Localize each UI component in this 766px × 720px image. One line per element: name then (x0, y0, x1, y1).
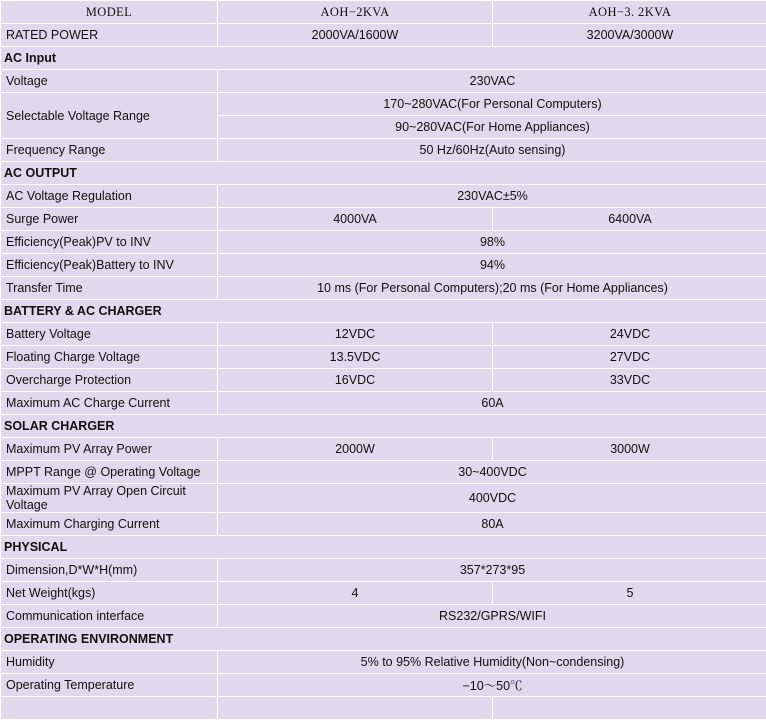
humidity-label: Humidity (1, 651, 218, 674)
table-row (1, 185, 766, 208)
ac-voltage-regulation-value: 230VAC±5% (218, 185, 766, 208)
humidity-value: 5% to 95% Relative Humidity(Non~condensing) (218, 651, 766, 674)
operating-temperature-label: Operating Temperature (1, 674, 218, 697)
table-row (1, 231, 766, 254)
table-row (1, 323, 766, 346)
efficiency-battery-value: 94% (218, 254, 766, 277)
battery-voltage-col2: 24VDC (493, 323, 766, 346)
table-row (1, 277, 766, 300)
ac-input-voltage-label: Voltage (1, 70, 218, 93)
battery-voltage-col1: 12VDC (218, 323, 493, 346)
section-battery-charger (1, 300, 766, 323)
table-row (1, 484, 766, 513)
header-model-col2: AOH−3. 2KVA (493, 1, 766, 24)
efficiency-pv-value: 98% (218, 231, 766, 254)
ac-input-selectable-range-label: Selectable Voltage Range (1, 93, 218, 139)
net-weight-col2: 5 (493, 582, 766, 605)
section-solar-charger (1, 415, 766, 438)
section-solar-charger-label: SOLAR CHARGER (1, 415, 766, 438)
net-weight-col1: 4 (218, 582, 493, 605)
table-row (1, 369, 766, 392)
ac-input-frequency-label: Frequency Range (1, 139, 218, 162)
section-physical-label: PHYSICAL (1, 536, 766, 559)
table-row (1, 513, 766, 536)
mppt-range-value: 30~400VDC (218, 461, 766, 484)
table-row (1, 674, 766, 697)
table-row (1, 651, 766, 674)
ac-input-selectable-range-value2: 90~280VAC(For Home Appliances) (218, 116, 766, 139)
rated-power-col2: 3200VA/3000W (493, 24, 766, 47)
table-row (1, 24, 766, 47)
bottom-spacer-col1 (218, 697, 493, 720)
table-row (1, 461, 766, 484)
max-pv-open-circuit-value: 400VDC (218, 484, 766, 513)
overcharge-protection-col1: 16VDC (218, 369, 493, 392)
ac-input-selectable-range-value1: 170~280VAC(For Personal Computers) (218, 93, 766, 116)
bottom-spacer-col2 (493, 697, 766, 720)
efficiency-battery-label: Efficiency(Peak)Battery to INV (1, 254, 218, 277)
max-charging-current-label: Maximum Charging Current (1, 513, 218, 536)
battery-voltage-label: Battery Voltage (1, 323, 218, 346)
overcharge-protection-label: Overcharge Protection (1, 369, 218, 392)
ac-voltage-regulation-label: AC Voltage Regulation (1, 185, 218, 208)
overcharge-protection-col2: 33VDC (493, 369, 766, 392)
efficiency-pv-label: Efficiency(Peak)PV to INV (1, 231, 218, 254)
communication-interface-value: RS232/GPRS/WIFI (218, 605, 766, 628)
floating-charge-label: Floating Charge Voltage (1, 346, 218, 369)
section-operating-environment (1, 628, 766, 651)
max-pv-array-power-col1: 2000W (218, 438, 493, 461)
header-model: MODEL (1, 1, 218, 24)
surge-power-col2: 6400VA (493, 208, 766, 231)
mppt-range-label: MPPT Range @ Operating Voltage (1, 461, 218, 484)
max-ac-charge-current-value: 60A (218, 392, 766, 415)
table-header-row (1, 1, 766, 24)
section-operating-environment-label: OPERATING ENVIRONMENT (1, 628, 766, 651)
table-row (1, 93, 766, 116)
section-ac-output-label: AC OUTPUT (1, 162, 766, 185)
table-row (1, 582, 766, 605)
max-pv-array-power-col2: 3000W (493, 438, 766, 461)
max-charging-current-value: 80A (218, 513, 766, 536)
section-battery-charger-label: BATTERY & AC CHARGER (1, 300, 766, 323)
transfer-time-value: 10 ms (For Personal Computers);20 ms (For Home Appliances) (218, 277, 766, 300)
transfer-time-label: Transfer Time (1, 277, 218, 300)
bottom-spacer-label (1, 697, 218, 720)
dimension-label: Dimension,D*W*H(mm) (1, 559, 218, 582)
table-row (1, 346, 766, 369)
rated-power-col1: 2000VA/1600W (218, 24, 493, 47)
max-pv-array-power-label: Maximum PV Array Power (1, 438, 218, 461)
floating-charge-col1: 13.5VDC (218, 346, 493, 369)
rated-power-label: RATED POWER (1, 24, 218, 47)
table-row (1, 139, 766, 162)
table-row (1, 605, 766, 628)
net-weight-label: Net Weight(kgs) (1, 582, 218, 605)
max-ac-charge-current-label: Maximum AC Charge Current (1, 392, 218, 415)
section-ac-output (1, 162, 766, 185)
table-row (1, 559, 766, 582)
table-row (1, 70, 766, 93)
max-pv-open-circuit-label: Maximum PV Array Open Circuit Voltage (1, 484, 218, 513)
section-ac-input (1, 47, 766, 70)
ac-input-frequency-value: 50 Hz/60Hz(Auto sensing) (218, 139, 766, 162)
table-row-bottom (1, 697, 766, 720)
communication-interface-label: Communication interface (1, 605, 218, 628)
header-model-col1: AOH−2KVA (218, 1, 493, 24)
table-row (1, 392, 766, 415)
floating-charge-col2: 27VDC (493, 346, 766, 369)
ac-input-voltage-value: 230VAC (218, 70, 766, 93)
section-physical (1, 536, 766, 559)
operating-temperature-value: −10～50℃ (218, 674, 766, 697)
surge-power-col1: 4000VA (218, 208, 493, 231)
table-row (1, 254, 766, 277)
table-row (1, 438, 766, 461)
section-ac-input-label: AC Input (1, 47, 766, 70)
dimension-value: 357*273*95 (218, 559, 766, 582)
surge-power-label: Surge Power (1, 208, 218, 231)
table-row (1, 208, 766, 231)
